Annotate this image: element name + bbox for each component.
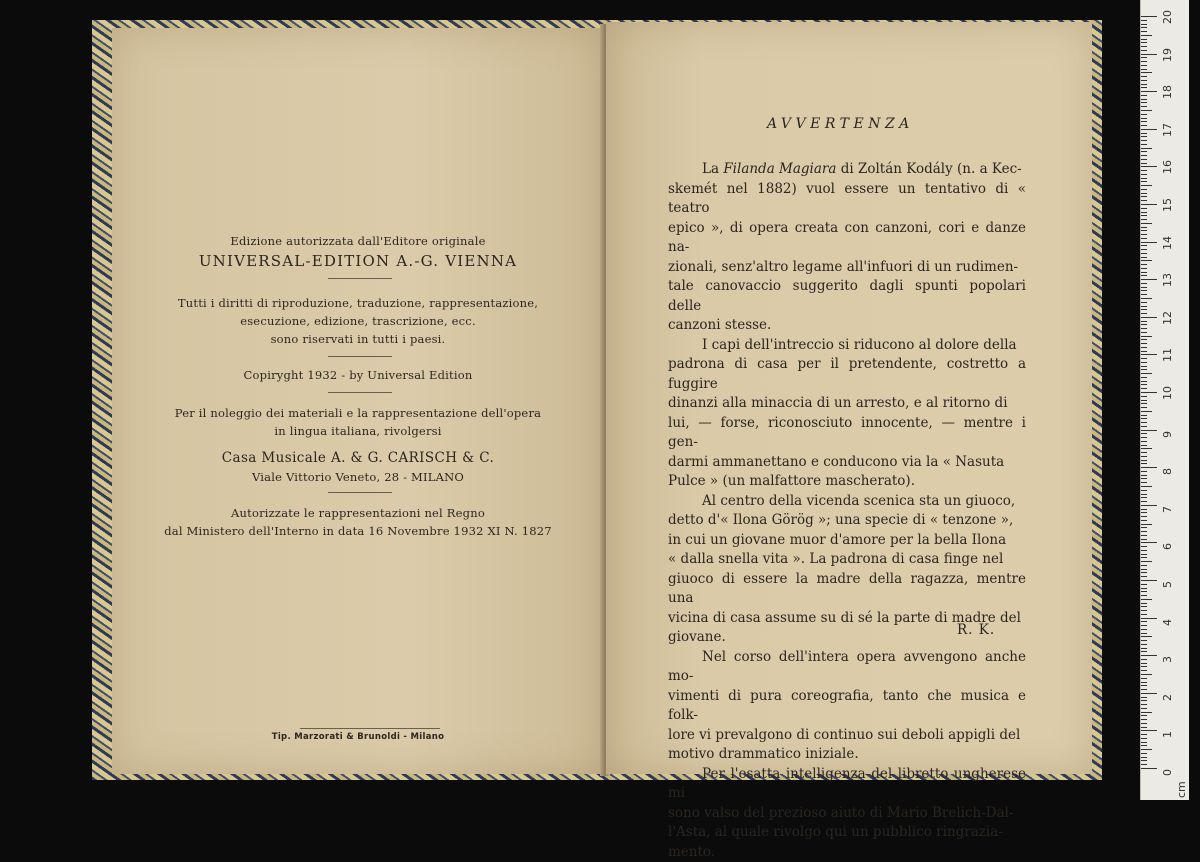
ruler-tick <box>1141 193 1147 194</box>
ruler-tick <box>1141 166 1157 167</box>
ruler-tick <box>1141 689 1147 690</box>
rights-line: Tutti i diritti di riproduzione, traduzione, rappresentazione, <box>177 296 539 310</box>
body-line: Pulce » (un malfattore mascherato). <box>668 473 915 489</box>
ruler-unit-label: cm <box>1175 781 1188 798</box>
divider <box>328 392 392 393</box>
ruler-tick <box>1141 31 1147 32</box>
ruler-tick <box>1141 655 1157 656</box>
body-line: padrona di casa per il pretendente, costretto a fuggire <box>668 356 1026 392</box>
signature: R. K. <box>957 622 996 638</box>
ruler-tick <box>1141 719 1147 720</box>
ruler-tick <box>1141 524 1152 525</box>
ruler-tick <box>1141 546 1147 547</box>
rental-line: in lingua italiana, rivolgersi <box>274 424 442 438</box>
ruler-tick <box>1141 377 1147 378</box>
ruler-tick <box>1141 554 1147 555</box>
ruler-tick <box>1141 125 1147 126</box>
ruler-tick <box>1141 418 1147 419</box>
ruler-tick <box>1141 260 1152 261</box>
ruler-number: 9 <box>1161 430 1174 438</box>
ruler-tick <box>1141 302 1147 303</box>
ruler-number: 5 <box>1161 581 1174 588</box>
ruler-tick <box>1141 745 1147 746</box>
ruler-tick <box>1141 133 1147 134</box>
body-line: lui, — forse, riconosciuto innocente, — mentre i gen- <box>668 414 1026 450</box>
ruler-tick <box>1141 245 1147 246</box>
ruler-tick <box>1141 212 1147 213</box>
body-line: giuoco di essere la madre della ragazza, mentre una <box>668 570 1026 606</box>
ruler-tick <box>1141 392 1157 393</box>
body-line: l'Asta, al quale rivolgo qui un pubblico ringrazia- <box>668 824 1003 840</box>
ruler-tick <box>1141 306 1147 307</box>
ruler-tick <box>1141 542 1157 543</box>
ruler-tick <box>1141 159 1147 160</box>
ruler-tick <box>1141 328 1147 329</box>
ruler-tick <box>1141 136 1147 137</box>
ruler-tick <box>1141 42 1147 43</box>
ruler-tick <box>1141 140 1147 141</box>
ruler-tick <box>1141 332 1147 333</box>
ruler-tick <box>1141 614 1147 615</box>
ruler-tick <box>1141 196 1147 197</box>
ruler-tick <box>1141 411 1152 412</box>
ruler-tick <box>1141 118 1147 119</box>
body-line: vimenti di pura coreografia, tanto che musica e folk- <box>668 687 1026 723</box>
ruler-tick <box>1141 426 1147 427</box>
body-line: Nel corso dell'intera opera avvengono anche mo- <box>668 648 1026 684</box>
ruler-tick <box>1141 106 1147 107</box>
ruler-tick <box>1141 219 1147 220</box>
body-line: tale canovaccio suggerito dagli spunti popolari delle <box>668 278 1026 314</box>
ruler-tick <box>1141 396 1147 397</box>
ruler-tick <box>1141 452 1147 453</box>
authorization-line: Autorizzate le rappresentazioni nel Regno <box>231 506 485 520</box>
ruler-tick <box>1141 651 1147 652</box>
rights-line: esecuzione, edizione, trascrizione, ecc. <box>240 314 476 328</box>
ruler-tick <box>1141 185 1152 186</box>
ruler-tick <box>1141 433 1147 434</box>
divider <box>328 356 392 357</box>
ruler-tick <box>1141 381 1147 382</box>
ruler-tick <box>1141 475 1147 476</box>
ruler-tick <box>1141 505 1157 506</box>
ruler-tick <box>1141 757 1147 758</box>
notice-body <box>668 160 1026 862</box>
ruler-tick <box>1141 151 1147 152</box>
ruler-tick <box>1141 84 1147 85</box>
ruler-tick <box>1141 362 1147 363</box>
ruler-tick <box>1141 181 1147 182</box>
agent-name: Casa Musicale A. & G. CARISCH & C. <box>221 450 495 466</box>
ruler-tick <box>1141 561 1152 562</box>
ruler-tick <box>1141 704 1147 705</box>
ruler-tick <box>1141 415 1147 416</box>
ruler-tick <box>1141 95 1147 96</box>
body-line: skemét nel 1882) vuol essere un tentativo di « teatro <box>668 180 1026 216</box>
ruler-tick <box>1141 467 1157 468</box>
ruler-tick <box>1141 580 1157 581</box>
copyright-line: Copiryght 1932 - by Universal Edition <box>243 368 473 382</box>
body-line: Al centro della vicenda scenica sta un giuoco, <box>702 492 1016 509</box>
ruler-tick <box>1141 648 1147 649</box>
ruler-tick <box>1141 27 1147 28</box>
ruler-tick <box>1141 738 1147 739</box>
ruler-tick <box>1141 527 1147 528</box>
ruler-tick <box>1141 200 1147 201</box>
ruler-tick <box>1141 294 1147 295</box>
ruler-number: 3 <box>1161 656 1174 664</box>
body-line: La Filanda Magiara di Zoltán Kodály (n. a Kec- <box>702 161 1022 177</box>
ruler-tick <box>1141 509 1147 510</box>
body-line: canzoni stesse. <box>668 317 772 333</box>
body-line: giovane. <box>668 629 726 645</box>
ruler-number: 4 <box>1161 618 1174 626</box>
ruler-number: 18 <box>1161 85 1174 100</box>
ruler-tick <box>1141 482 1147 483</box>
body-line: motivo drammatico iniziale. <box>668 746 859 762</box>
ruler-tick <box>1141 54 1157 55</box>
ruler-tick <box>1141 317 1157 318</box>
ruler-tick <box>1141 734 1147 735</box>
ruler-tick <box>1141 400 1147 401</box>
ruler-tick <box>1141 437 1147 438</box>
body-line: « dalla snella vita ». La padrona di casa finge nel <box>668 551 1004 567</box>
page-title: AVVERTENZA <box>767 116 914 132</box>
ruler-tick <box>1141 163 1147 164</box>
ruler-tick <box>1141 531 1147 532</box>
ruler-tick <box>1141 685 1147 686</box>
ruler-tick <box>1141 69 1147 70</box>
ruler-number: 10 <box>1161 386 1174 400</box>
body-line: epico », di opera creata con canzoni, cori e danze na- <box>668 219 1026 255</box>
ruler-tick <box>1141 39 1147 40</box>
ruler-tick <box>1141 298 1152 299</box>
ruler-tick <box>1141 242 1157 243</box>
publisher-name: UNIVERSAL-EDITION A.-G. VIENNA <box>198 252 518 270</box>
ruler-tick <box>1141 633 1147 634</box>
ruler-tick <box>1141 753 1147 754</box>
agent-address: Viale Vittorio Veneto, 28 - MILANO <box>252 470 464 484</box>
divider <box>328 278 392 279</box>
ruler-tick <box>1141 764 1147 765</box>
ruler-tick <box>1141 208 1147 209</box>
ruler-tick <box>1141 674 1152 675</box>
ruler-tick <box>1141 693 1157 694</box>
ruler-tick <box>1141 606 1147 607</box>
body-line: darmi ammanettano e conducono via la « Nasuta <box>668 453 1005 470</box>
ruler-tick <box>1141 91 1157 92</box>
ruler-tick <box>1141 110 1152 111</box>
ruler-tick <box>1141 313 1147 314</box>
ruler-tick <box>1141 516 1147 517</box>
ruler-tick <box>1141 24 1147 25</box>
ruler-tick <box>1141 178 1147 179</box>
ruler-tick <box>1141 249 1147 250</box>
body-line: dinanzi alla minaccia di un arresto, e al ritorno di <box>668 395 1008 411</box>
ruler-number: 17 <box>1161 122 1174 137</box>
ruler-tick <box>1141 121 1147 122</box>
ruler-tick <box>1141 339 1147 340</box>
body-line: in cui un giovane muor d'amore per la bella Ilona <box>668 531 1007 548</box>
ruler-tick <box>1141 234 1147 235</box>
ruler-number: 11 <box>1161 348 1174 363</box>
ruler-tick <box>1141 520 1147 521</box>
body-line: mento. <box>668 843 716 860</box>
ruler-tick <box>1141 584 1147 585</box>
ruler-tick <box>1141 324 1147 325</box>
ruler-tick <box>1141 456 1147 457</box>
ruler-tick <box>1141 497 1147 498</box>
ruler-tick <box>1141 268 1147 269</box>
ruler-tick <box>1141 599 1152 600</box>
ruler-tick <box>1141 591 1147 592</box>
ruler-tick <box>1141 384 1147 385</box>
ruler-tick <box>1141 87 1147 88</box>
ruler-number: 8 <box>1161 468 1174 476</box>
ruler-tick <box>1141 264 1147 265</box>
rental-line: Per il noleggio dei materiali e la rappresentazione dell'opera <box>174 406 542 420</box>
left-page <box>112 28 604 774</box>
ruler-tick <box>1141 174 1147 175</box>
ruler-number: 12 <box>1161 310 1174 325</box>
ruler-tick <box>1141 321 1147 322</box>
ruler-tick <box>1141 535 1147 536</box>
ruler-number: 1 <box>1161 731 1174 739</box>
ruler-tick <box>1141 486 1152 487</box>
printer-rule <box>300 728 440 729</box>
ruler-tick <box>1141 50 1147 51</box>
body-line: zionali, senz'altro legame all'infuori di un rudimen- <box>668 258 1019 275</box>
body-line: detto d'« Ilona Görög »; una specie di « tenzone », <box>668 512 1014 528</box>
printer-imprint: Tip. Marzorati & Brunoldi - Milano <box>271 732 445 742</box>
ruler-tick <box>1141 640 1147 641</box>
ruler-tick <box>1141 670 1147 671</box>
ruler-tick <box>1141 351 1147 352</box>
ruler-tick <box>1141 61 1147 62</box>
ruler-tick <box>1141 749 1152 750</box>
ruler-tick <box>1141 501 1147 502</box>
ruler-tick <box>1141 557 1147 558</box>
ruler-tick <box>1141 257 1147 258</box>
ruler-tick <box>1141 494 1147 495</box>
ruler-tick <box>1141 403 1147 404</box>
ruler-tick <box>1141 148 1152 149</box>
ruler-tick <box>1141 576 1147 577</box>
ruler-tick <box>1141 610 1147 611</box>
body-line: vicina di casa assume su di sé la parte di madre del <box>668 609 1021 626</box>
ruler-tick <box>1141 57 1147 58</box>
divider <box>328 492 392 493</box>
ruler-tick <box>1141 760 1147 761</box>
ruler-tick <box>1141 65 1147 66</box>
ruler-tick <box>1141 99 1147 100</box>
ruler-tick <box>1141 347 1147 348</box>
ruler-tick <box>1141 35 1152 36</box>
ruler-tick <box>1141 309 1147 310</box>
ruler-tick <box>1141 603 1147 604</box>
ruler-tick <box>1141 588 1147 589</box>
ruler-tick <box>1141 290 1147 291</box>
ruler-tick <box>1141 708 1147 709</box>
ruler-number: 16 <box>1161 160 1174 175</box>
ruler-tick <box>1141 223 1152 224</box>
ruler-tick <box>1141 388 1147 389</box>
ruler-tick <box>1141 539 1147 540</box>
ruler-tick <box>1141 478 1147 479</box>
ruler-tick <box>1141 358 1147 359</box>
ruler-tick <box>1141 715 1147 716</box>
body-line: sono valso del prezioso aiuto di Mario Brelich-Dal- <box>668 804 1014 821</box>
ruler-tick <box>1141 253 1147 254</box>
ruler-tick <box>1141 441 1147 442</box>
ruler-tick <box>1141 189 1147 190</box>
ruler-tick <box>1141 407 1147 408</box>
ruler-tick <box>1141 644 1147 645</box>
ruler-tick <box>1141 343 1147 344</box>
ruler-number: 13 <box>1161 273 1174 288</box>
ruler-number: 7 <box>1161 505 1174 513</box>
ruler-tick <box>1141 460 1147 461</box>
ruler-number: 15 <box>1161 198 1174 212</box>
ruler-tick <box>1141 727 1147 728</box>
ruler-tick <box>1141 636 1152 637</box>
body-line: I capi dell'intreccio si riducono al dolore della <box>702 336 1017 353</box>
ruler-number: 20 <box>1161 10 1174 24</box>
rights-line: sono riservati in tutti i paesi. <box>270 332 446 346</box>
ruler-tick <box>1141 204 1157 205</box>
ruler-tick <box>1141 682 1147 683</box>
ruler-tick <box>1141 129 1157 130</box>
ruler-tick <box>1141 215 1147 216</box>
ruler-tick <box>1141 16 1157 17</box>
ruler-tick <box>1141 287 1147 288</box>
ruler-tick <box>1141 76 1147 77</box>
ruler-tick <box>1141 512 1147 513</box>
ruler-tick <box>1141 20 1147 21</box>
ruler-tick <box>1141 700 1147 701</box>
ruler-tick <box>1141 283 1147 284</box>
ruler-tick <box>1141 230 1147 231</box>
ruler-tick <box>1141 369 1147 370</box>
ruler-number: 6 <box>1161 543 1174 551</box>
ruler-tick <box>1141 448 1152 449</box>
ruler-tick <box>1141 155 1147 156</box>
ruler-tick <box>1141 227 1147 228</box>
ruler-tick <box>1141 114 1147 115</box>
ruler-tick <box>1141 430 1157 431</box>
ruler-tick <box>1141 366 1147 367</box>
ruler-number: 2 <box>1161 693 1174 701</box>
ruler-tick <box>1141 742 1147 743</box>
ruler-tick <box>1141 666 1147 667</box>
ruler-tick <box>1141 697 1147 698</box>
ruler-tick <box>1141 471 1147 472</box>
ruler-tick <box>1141 463 1147 464</box>
ruler-tick <box>1141 550 1147 551</box>
ruler-tick <box>1141 730 1157 731</box>
ruler-tick <box>1141 659 1147 660</box>
ruler-tick <box>1141 629 1147 630</box>
ruler-tick <box>1141 490 1147 491</box>
ruler-tick <box>1141 336 1152 337</box>
ruler-tick <box>1141 279 1157 280</box>
ruler-tick <box>1141 595 1147 596</box>
ruler-tick <box>1141 572 1147 573</box>
ruler-tick <box>1141 170 1147 171</box>
ruler-tick <box>1141 565 1147 566</box>
ruler-tick <box>1141 354 1157 355</box>
ruler-tick <box>1141 72 1152 73</box>
ruler-tick <box>1141 663 1147 664</box>
ruler-tick <box>1141 445 1147 446</box>
ruler-tick <box>1141 275 1147 276</box>
ruler-tick <box>1141 102 1147 103</box>
body-line: Per l'esatta intelligenza del libretto ungherese mi <box>668 765 1026 801</box>
ruler-tick <box>1141 238 1147 239</box>
ruler-tick <box>1141 678 1147 679</box>
ruler-tick <box>1141 618 1157 619</box>
ruler-tick <box>1141 80 1147 81</box>
body-line: lore vi prevalgono di continuo sui deboli appigli del <box>668 726 1021 743</box>
ruler-tick <box>1141 46 1147 47</box>
authorization-line: dal Ministero dell'Interno in data 16 Novembre 1932 XI N. 1827 <box>164 524 552 538</box>
ruler-number: 0 <box>1161 769 1174 776</box>
ruler-tick <box>1141 272 1147 273</box>
ruler-tick <box>1141 625 1147 626</box>
ruler-tick <box>1141 712 1152 713</box>
ruler-tick <box>1141 373 1152 374</box>
ruler-tick <box>1141 569 1147 570</box>
measuring-ruler <box>1140 0 1189 800</box>
ruler-tick <box>1141 621 1147 622</box>
ruler-tick <box>1141 723 1147 724</box>
ruler-number: 14 <box>1161 235 1174 250</box>
ruler-tick <box>1141 768 1157 769</box>
edition-line: Edizione autorizzata dall'Editore originale <box>230 234 486 248</box>
ruler-tick <box>1141 144 1147 145</box>
ruler-tick <box>1141 422 1147 423</box>
ruler-number: 19 <box>1161 47 1174 62</box>
